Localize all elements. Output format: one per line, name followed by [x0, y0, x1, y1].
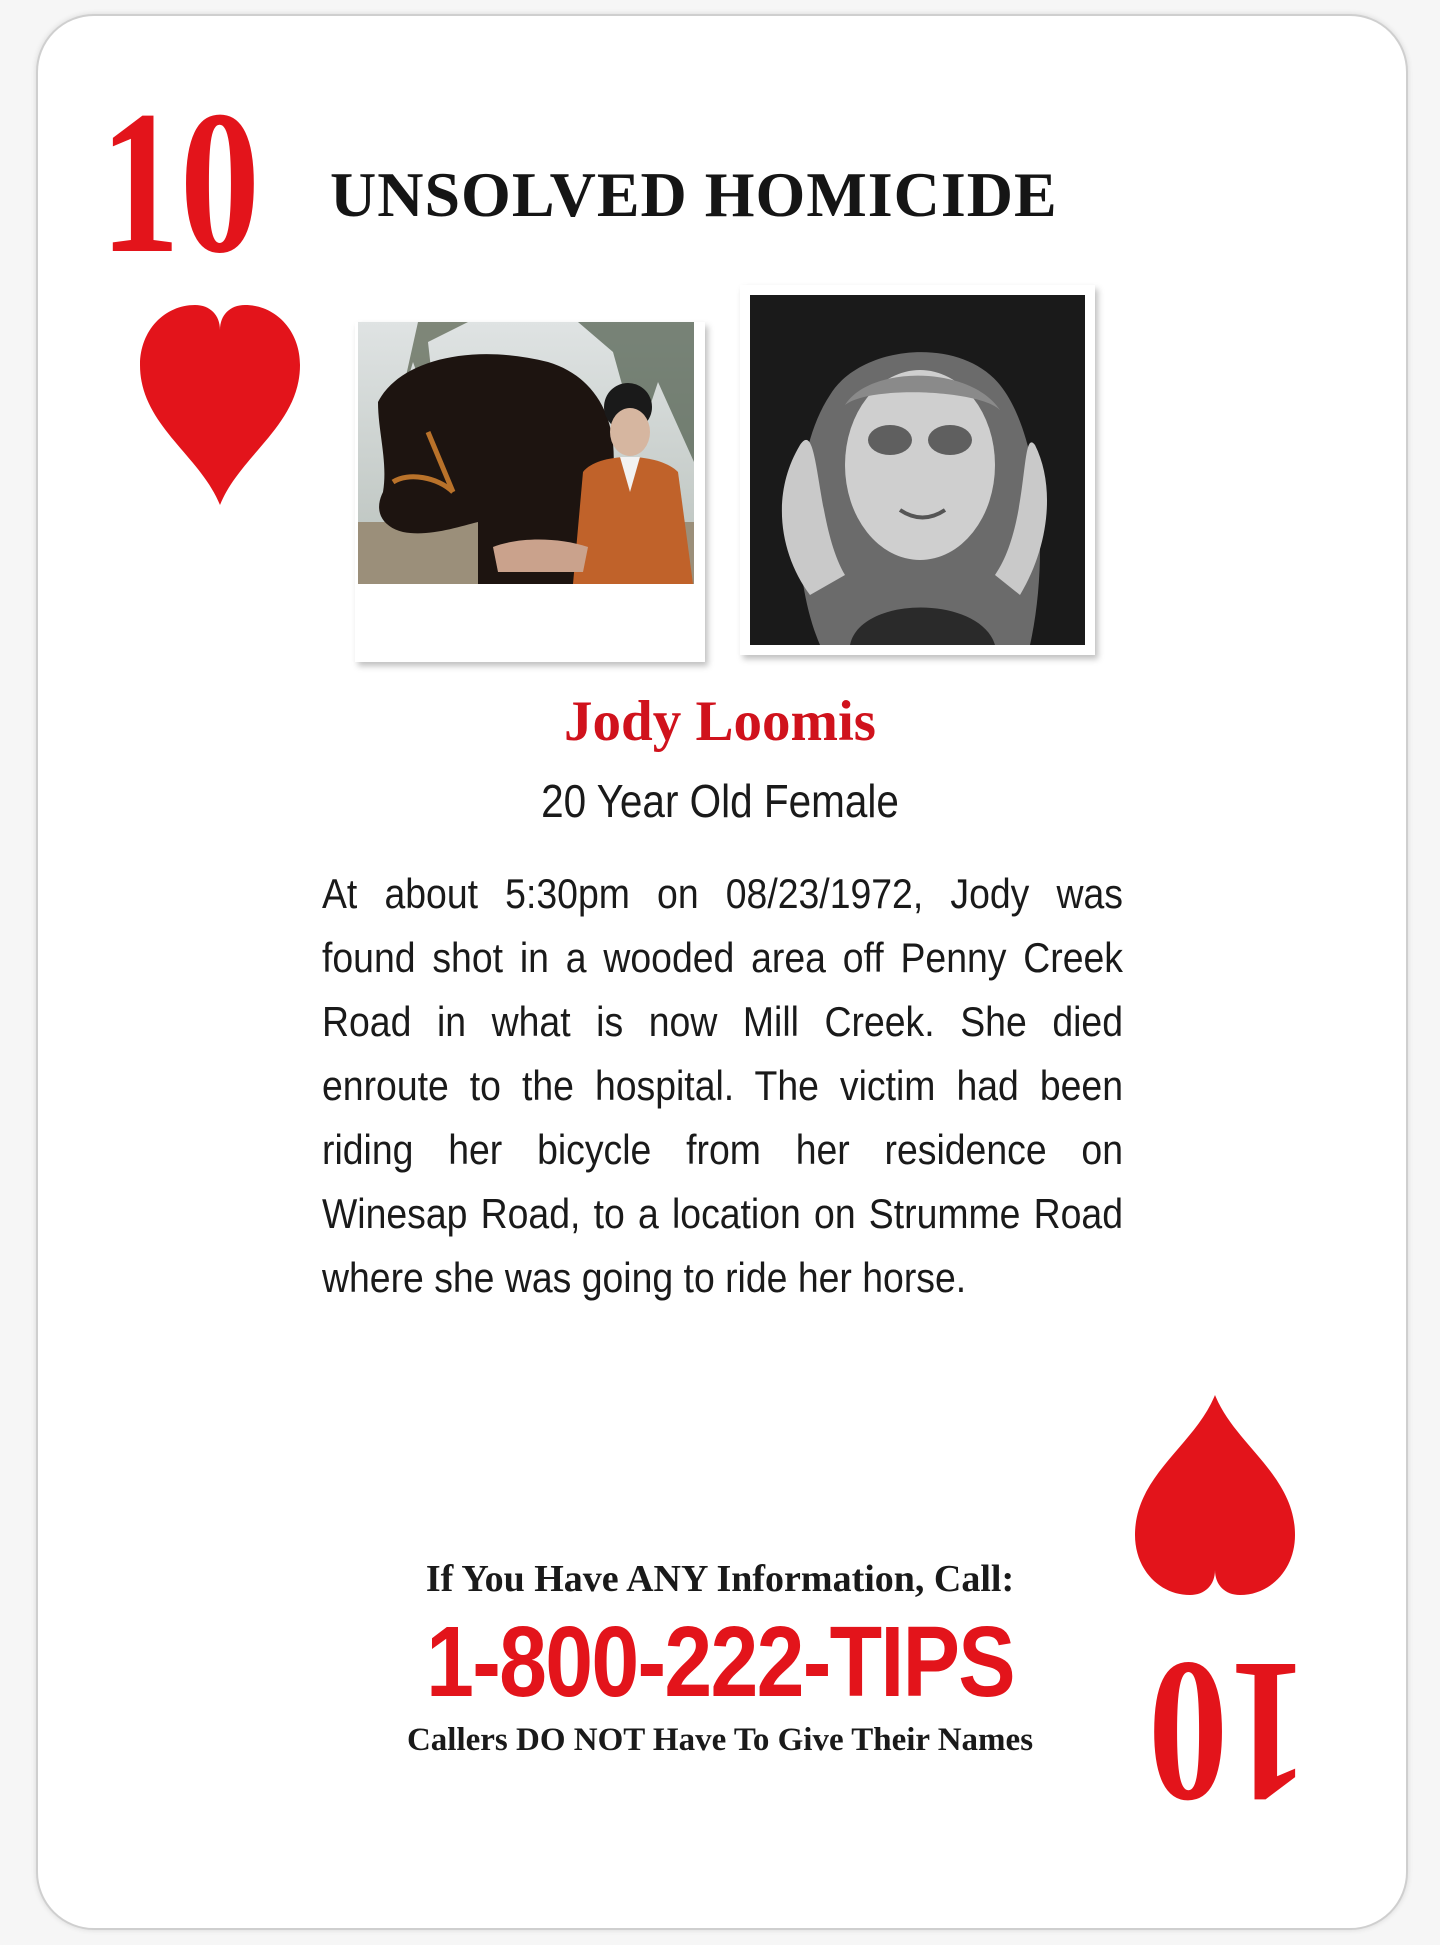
victim-subtitle: 20 Year Old Female	[541, 775, 899, 827]
rank-bottom-right: 10	[1148, 1619, 1308, 1846]
heart-icon	[1135, 1395, 1295, 1595]
victim-name: Jody Loomis	[564, 690, 876, 753]
anonymity-note: Callers DO NOT Have To Give Their Names	[406, 1722, 1034, 1758]
heart-icon	[140, 305, 300, 505]
case-description: At about 5:30pm on 08/23/1972, Jody was found shot in a wooded area off Penny Creek Road in what is now Mill Creek. She died enroute to the hospital. The victim had been riding her bicycle from her residence on Winesap Road, to a location on Strumme Road where she was going to ride her horse.	[322, 870, 1123, 1301]
call-header: If You Have ANY Information, Call:	[425, 1558, 1015, 1600]
tip-phone-number: 1-800-222-TIPS	[426, 1606, 1014, 1718]
card-title: UNSOLVED HOMICIDE	[330, 159, 1058, 230]
rank-top-left: 10	[100, 69, 260, 296]
victim-portrait-photo	[740, 285, 1095, 655]
victim-photo-with-horse	[355, 322, 705, 662]
